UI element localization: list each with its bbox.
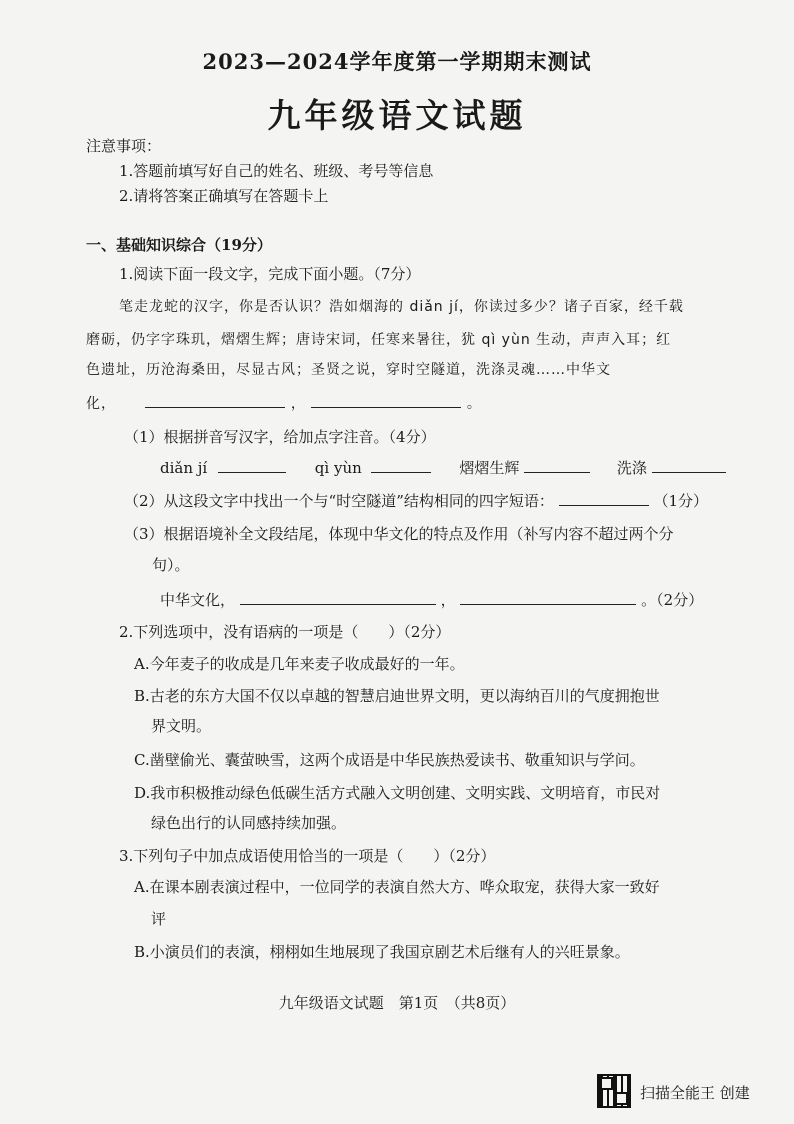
qr-code-icon <box>597 1074 631 1108</box>
sub1-blank-3[interactable] <box>524 458 590 473</box>
q3-option-b: B.小演员们的表演，栩栩如生地展现了我国京剧艺术后继有人的兴旺景象。 <box>134 943 630 961</box>
q2-option-a: A.今年麦子的收成是几年来麦子收成最好的一年。 <box>134 655 465 673</box>
q1-sub1-items <box>160 458 726 478</box>
q1-passage-line-2: 磨砺，仍字字珠玑，熠熠生辉；唐诗宋词，任寒来暑往，犹 qì yùn 生动，声声入耳；红 <box>86 332 672 348</box>
sub3-answer-comma: ， <box>440 591 456 609</box>
passage-blank-2[interactable] <box>311 393 461 408</box>
sub2-score: （1分） <box>653 492 708 510</box>
sub1-item-yiyi: 熠熠生辉 <box>459 459 520 477</box>
q2-option-b-cont: 界文明。 <box>151 717 212 735</box>
passage-end-comma: ， <box>290 396 306 412</box>
sub3-blank-1[interactable] <box>240 590 436 605</box>
passage-blank-1[interactable] <box>145 393 285 408</box>
scanner-watermark: 扫描全能王 创建 <box>640 1084 750 1102</box>
page-footer: 九年级语文试题 第1页 （共8页） <box>278 994 516 1012</box>
q1-prompt: 1.阅读下面一段文字，完成下面小题。（7分） <box>119 265 421 283</box>
sub1-item-dianji: diǎn jí <box>160 459 208 477</box>
notice-item-1: 1.答题前填写好自己的姓名、班级、考号等信息 <box>119 162 434 180</box>
q1-sub3-line1: （3）根据语境补全文段结尾，体现中华文化的特点及作用（补写内容不超过两个分 <box>124 525 674 543</box>
sub3-blank-2[interactable] <box>460 590 636 605</box>
sub2-blank[interactable] <box>559 491 649 506</box>
sub3-answer-start: 中华文化， <box>160 591 236 609</box>
exam-term-title: 2023—2024学年度第一学期期末测试 <box>202 49 592 74</box>
section1-title: 一、基础知识综合（19分） <box>86 236 272 254</box>
notice-heading: 注意事项： <box>86 137 162 155</box>
sub1-blank-2[interactable] <box>371 458 431 473</box>
q3-option-a-cont: 评 <box>151 910 167 928</box>
q3-option-a: A.在课本剧表演过程中，一位同学的表演自然大方、哗众取宠，获得大家一致好 <box>134 878 660 896</box>
q1-sub1: （1）根据拼音写汉字，给加点字注音。（4分） <box>124 428 436 446</box>
q1-sub3-line2: 句）。 <box>152 556 190 574</box>
sub1-blank-4[interactable] <box>652 458 726 473</box>
q1-passage-end <box>86 393 482 414</box>
exam-subject-title: 九年级语文试题 <box>267 96 527 135</box>
sub1-item-qiyun: qì yùn <box>314 459 362 477</box>
q2-option-b: B.古老的东方大国不仅以卓越的智慧启迪世界文明，更以海纳百川的气度拥抱世 <box>134 687 660 705</box>
q2-prompt: 2.下列选项中，没有语病的一项是（ ）（2分） <box>119 623 451 641</box>
q1-sub3-answer <box>160 590 703 610</box>
sub1-blank-1[interactable] <box>218 458 286 473</box>
sub3-answer-end: 。（2分） <box>641 591 704 609</box>
sub2-text: （2）从这段文字中找出一个与“时空隧道”结构相同的四字短语： <box>124 492 554 510</box>
q2-option-d-cont: 绿色出行的认同感持续加强。 <box>151 814 347 832</box>
passage-end-start: 化， <box>86 396 116 412</box>
q2-option-d: D.我市积极推动绿色低碳生活方式融入文明创建、文明实践、文明培育，市民对 <box>134 784 661 802</box>
q3-prompt: 3.下列句子中加点成语使用恰当的一项是（ ）（2分） <box>119 847 496 865</box>
q2-option-c: C.凿壁偷光、囊萤映雪，这两个成语是中华民族热爱读书、敬重知识与学问。 <box>134 751 645 769</box>
notice-item-2: 2.请将答案正确填写在答题卡上 <box>119 187 329 205</box>
q1-passage-line-1: 笔走龙蛇的汉字，你是否认识？浩如烟海的 diǎn jí，你读过多少？诸子百家，经千载 <box>119 299 684 315</box>
q1-sub2 <box>124 491 708 511</box>
q1-passage-line-3: 色遗址，历沧海桑田，尽显古风；圣贤之说，穿时空隧道，洗涤灵魂……中华文 <box>86 362 611 378</box>
passage-end-period: 。 <box>466 396 482 412</box>
sub1-item-xidi: 洗涤 <box>616 459 647 477</box>
